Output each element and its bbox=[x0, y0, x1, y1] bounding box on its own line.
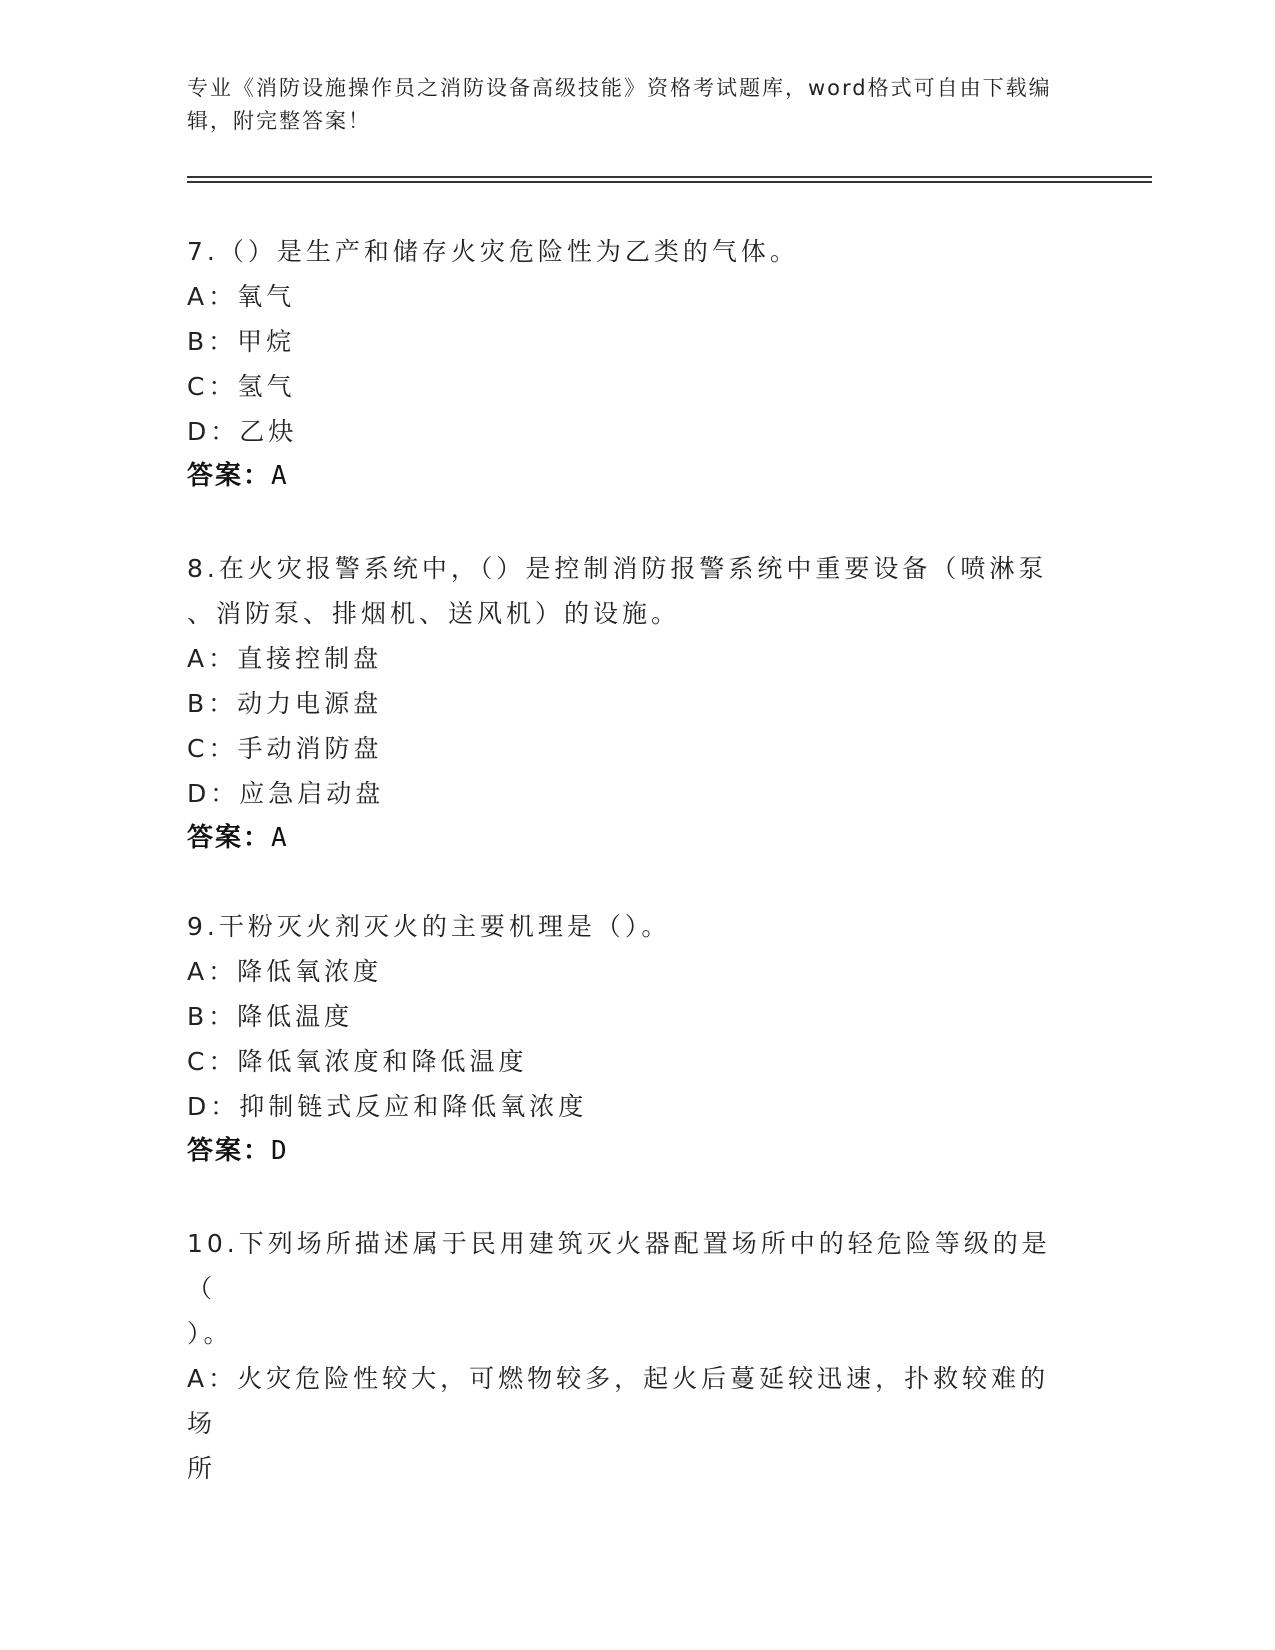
document-header: 专业《消防设施操作员之消防设备高级技能》资格考试题库，word格式可自由下载编辑，附完整答案！ bbox=[187, 76, 1052, 133]
option-a-line-1: A：火灾危险性较大，可燃物较多，起火后蔓延较迅速，扑救较难的场 bbox=[187, 1364, 1050, 1438]
question-stem-line-1: 8.在火灾报警系统中，（）是控制消防报警系统中重要设备（喷淋泵 bbox=[187, 554, 1048, 583]
question-stem-line-2: 、消防泵、排烟机、送风机）的设施。 bbox=[187, 599, 681, 628]
answer-value: A bbox=[271, 461, 289, 491]
option-a: A：直接控制盘 bbox=[187, 644, 383, 673]
option-d: D：乙炔 bbox=[187, 417, 298, 446]
answer-label: 答案： bbox=[187, 823, 272, 853]
answer-label: 答案： bbox=[187, 461, 272, 491]
question-7 bbox=[187, 229, 1067, 499]
answer-value: A bbox=[271, 823, 289, 853]
answer bbox=[187, 454, 1067, 499]
option-a: A：氧气 bbox=[187, 282, 296, 311]
question-stem-line-1: 10.下列场所描述属于民用建筑灭火器配置场所中的轻危险等级的是（ bbox=[187, 1229, 1051, 1303]
answer-value: D bbox=[271, 1136, 289, 1166]
option-a-line-2: 所 bbox=[187, 1454, 217, 1483]
answer bbox=[187, 1129, 1067, 1174]
question-8 bbox=[187, 546, 1067, 861]
question-9 bbox=[187, 904, 1067, 1174]
option-d: D：应急启动盘 bbox=[187, 779, 385, 808]
question-10 bbox=[187, 1221, 1067, 1491]
option-b: B：甲烷 bbox=[187, 327, 296, 356]
header-divider-top bbox=[187, 176, 1152, 178]
header-divider-bottom bbox=[187, 181, 1152, 183]
option-c: C：降低氧浓度和降低温度 bbox=[187, 1047, 528, 1076]
option-c: C：手动消防盘 bbox=[187, 734, 383, 763]
question-stem-line-2: ）。 bbox=[187, 1319, 233, 1348]
option-d: D：抑制链式反应和降低氧浓度 bbox=[187, 1092, 588, 1121]
answer-label: 答案： bbox=[187, 1136, 272, 1166]
answer bbox=[187, 816, 1067, 861]
option-c: C：氢气 bbox=[187, 372, 296, 401]
option-a: A：降低氧浓度 bbox=[187, 957, 383, 986]
option-b: B：降低温度 bbox=[187, 1002, 354, 1031]
question-stem: 7.（）是生产和储存火灾危险性为乙类的气体。 bbox=[187, 237, 799, 266]
option-b: B：动力电源盘 bbox=[187, 689, 383, 718]
question-stem: 9.干粉灭火剂灭火的主要机理是（）。 bbox=[187, 912, 671, 941]
